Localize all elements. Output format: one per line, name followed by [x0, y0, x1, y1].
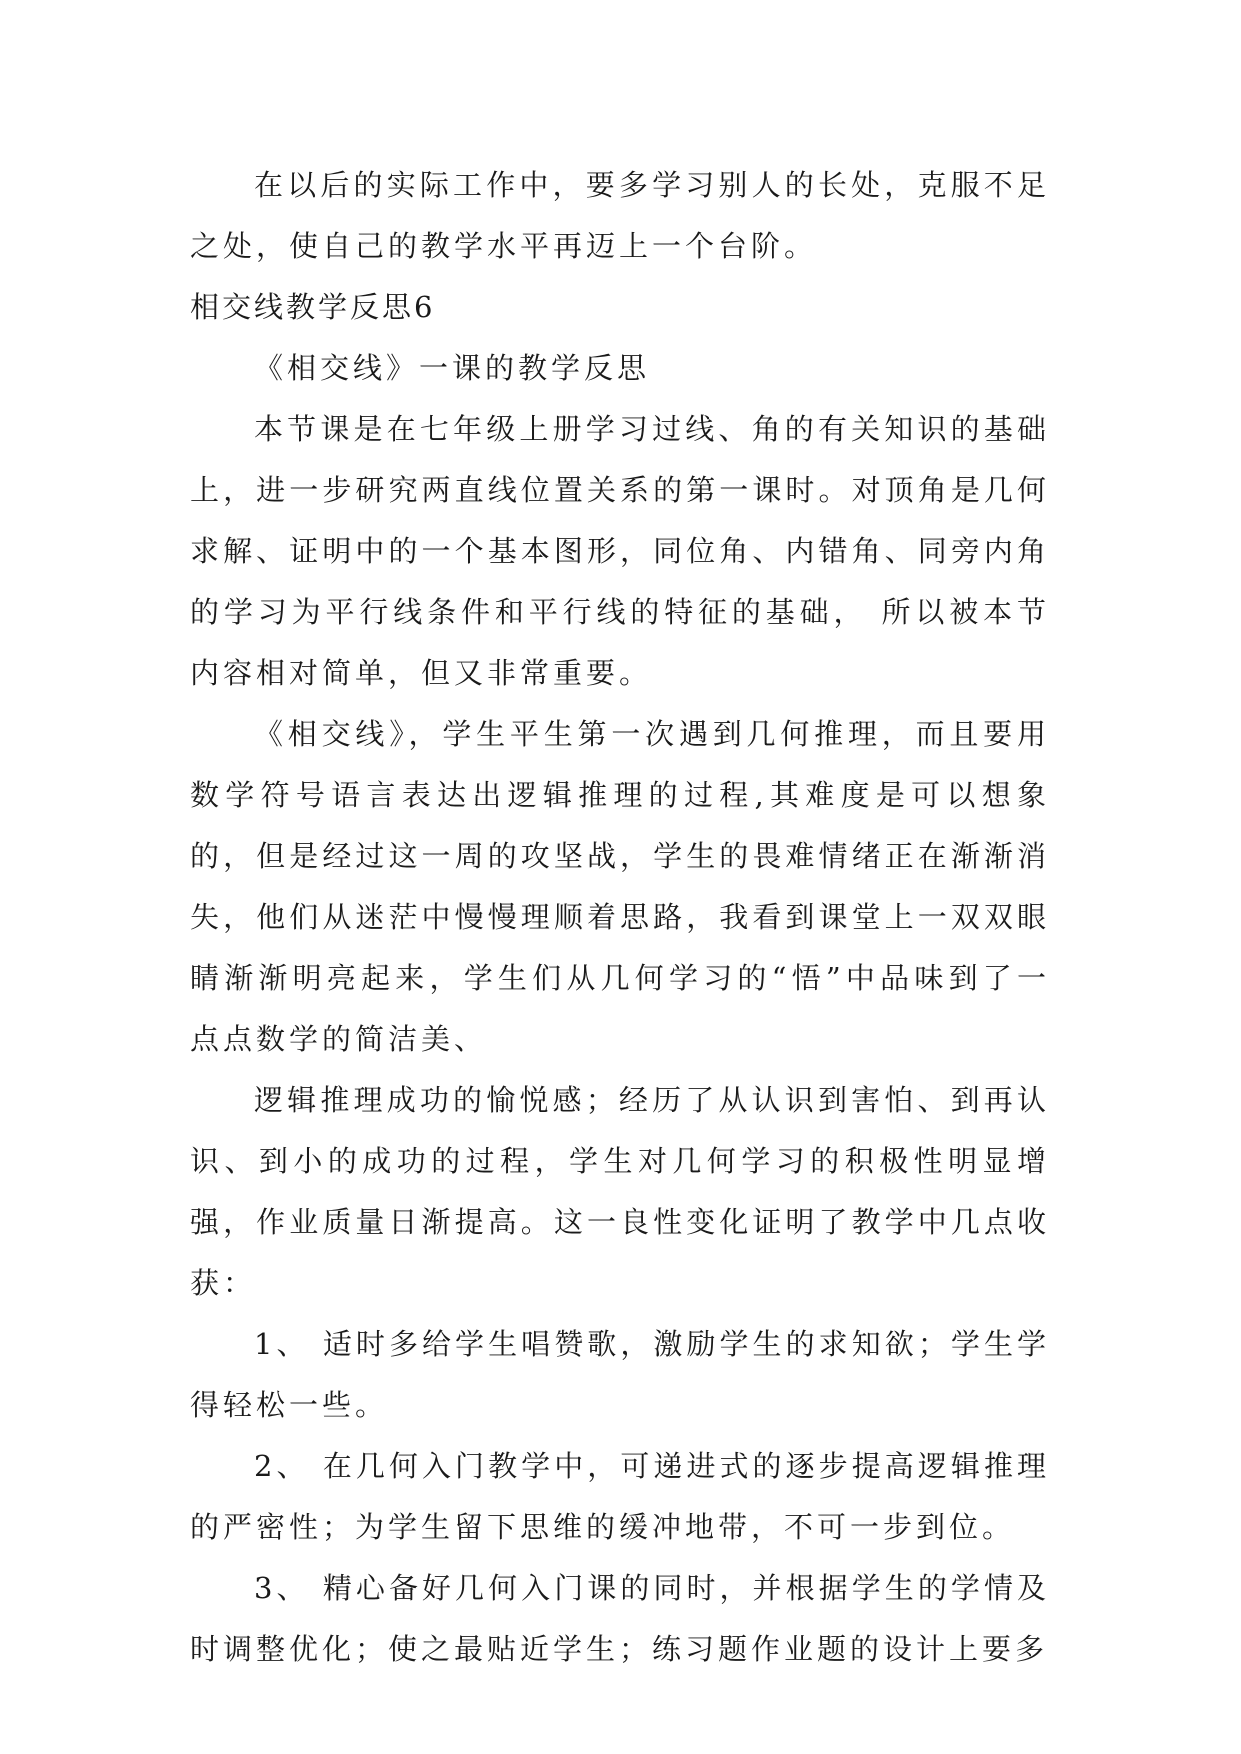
section-subtitle: 《相交线》一课的教学反思 — [254, 351, 651, 385]
paragraph-closing: 在以后的实际工作中，要多学习别人的长处，克服不足之处，使自己的教学水平再迈上一个台阶。 — [190, 168, 1050, 263]
document-body — [190, 155, 1050, 1680]
paragraph-reasoning: 《相交线》，学生平生第一次遇到几何推理，而且要用数学符号语言表达出逻辑推理的过程,其难度是可以想象的，但是经过这一周的攻坚战，学生的畏难情绪正在渐渐消失，他们从迷茫中慢慢理顺着思路，我看到课堂上一双双眼睛渐渐明亮起来，学生们从几何学习的“悟”中品味到了一点点数学的简洁美、 — [190, 717, 1050, 1056]
section-title: 相交线教学反思6 — [190, 290, 436, 324]
list-item-2: 2、 在几何入门教学中，可递进式的逐步提高逻辑推理的严密性；为学生留下思维的缓冲地带，不可一步到位。 — [190, 1449, 1050, 1544]
list-item-3: 3、 精心备好几何入门课的同时，并根据学生的学情及时调整优化；使之最贴近学生；练习题作业题的设计上要多 — [190, 1571, 1050, 1666]
paragraph-progress: 逻辑推理成功的愉悦感；经历了从认识到害怕、到再认识、到小的成功的过程，学生对几何学习的积极性明显增强，作业质量日渐提高。这一良性变化证明了教学中几点收获： — [190, 1083, 1050, 1300]
paragraph-intro: 本节课是在七年级上册学习过线、角的有关知识的基础上，进一步研究两直线位置关系的第一课时。对顶角是几何求解、证明中的一个基本图形，同位角、内错角、同旁内角的学习为平行线条件和平行线的特征的基础， 所以被本节内容相对简单，但又非常重要。 — [190, 412, 1050, 690]
list-item-1: 1、 适时多给学生唱赞歌，激励学生的求知欲；学生学得轻松一些。 — [190, 1327, 1050, 1422]
